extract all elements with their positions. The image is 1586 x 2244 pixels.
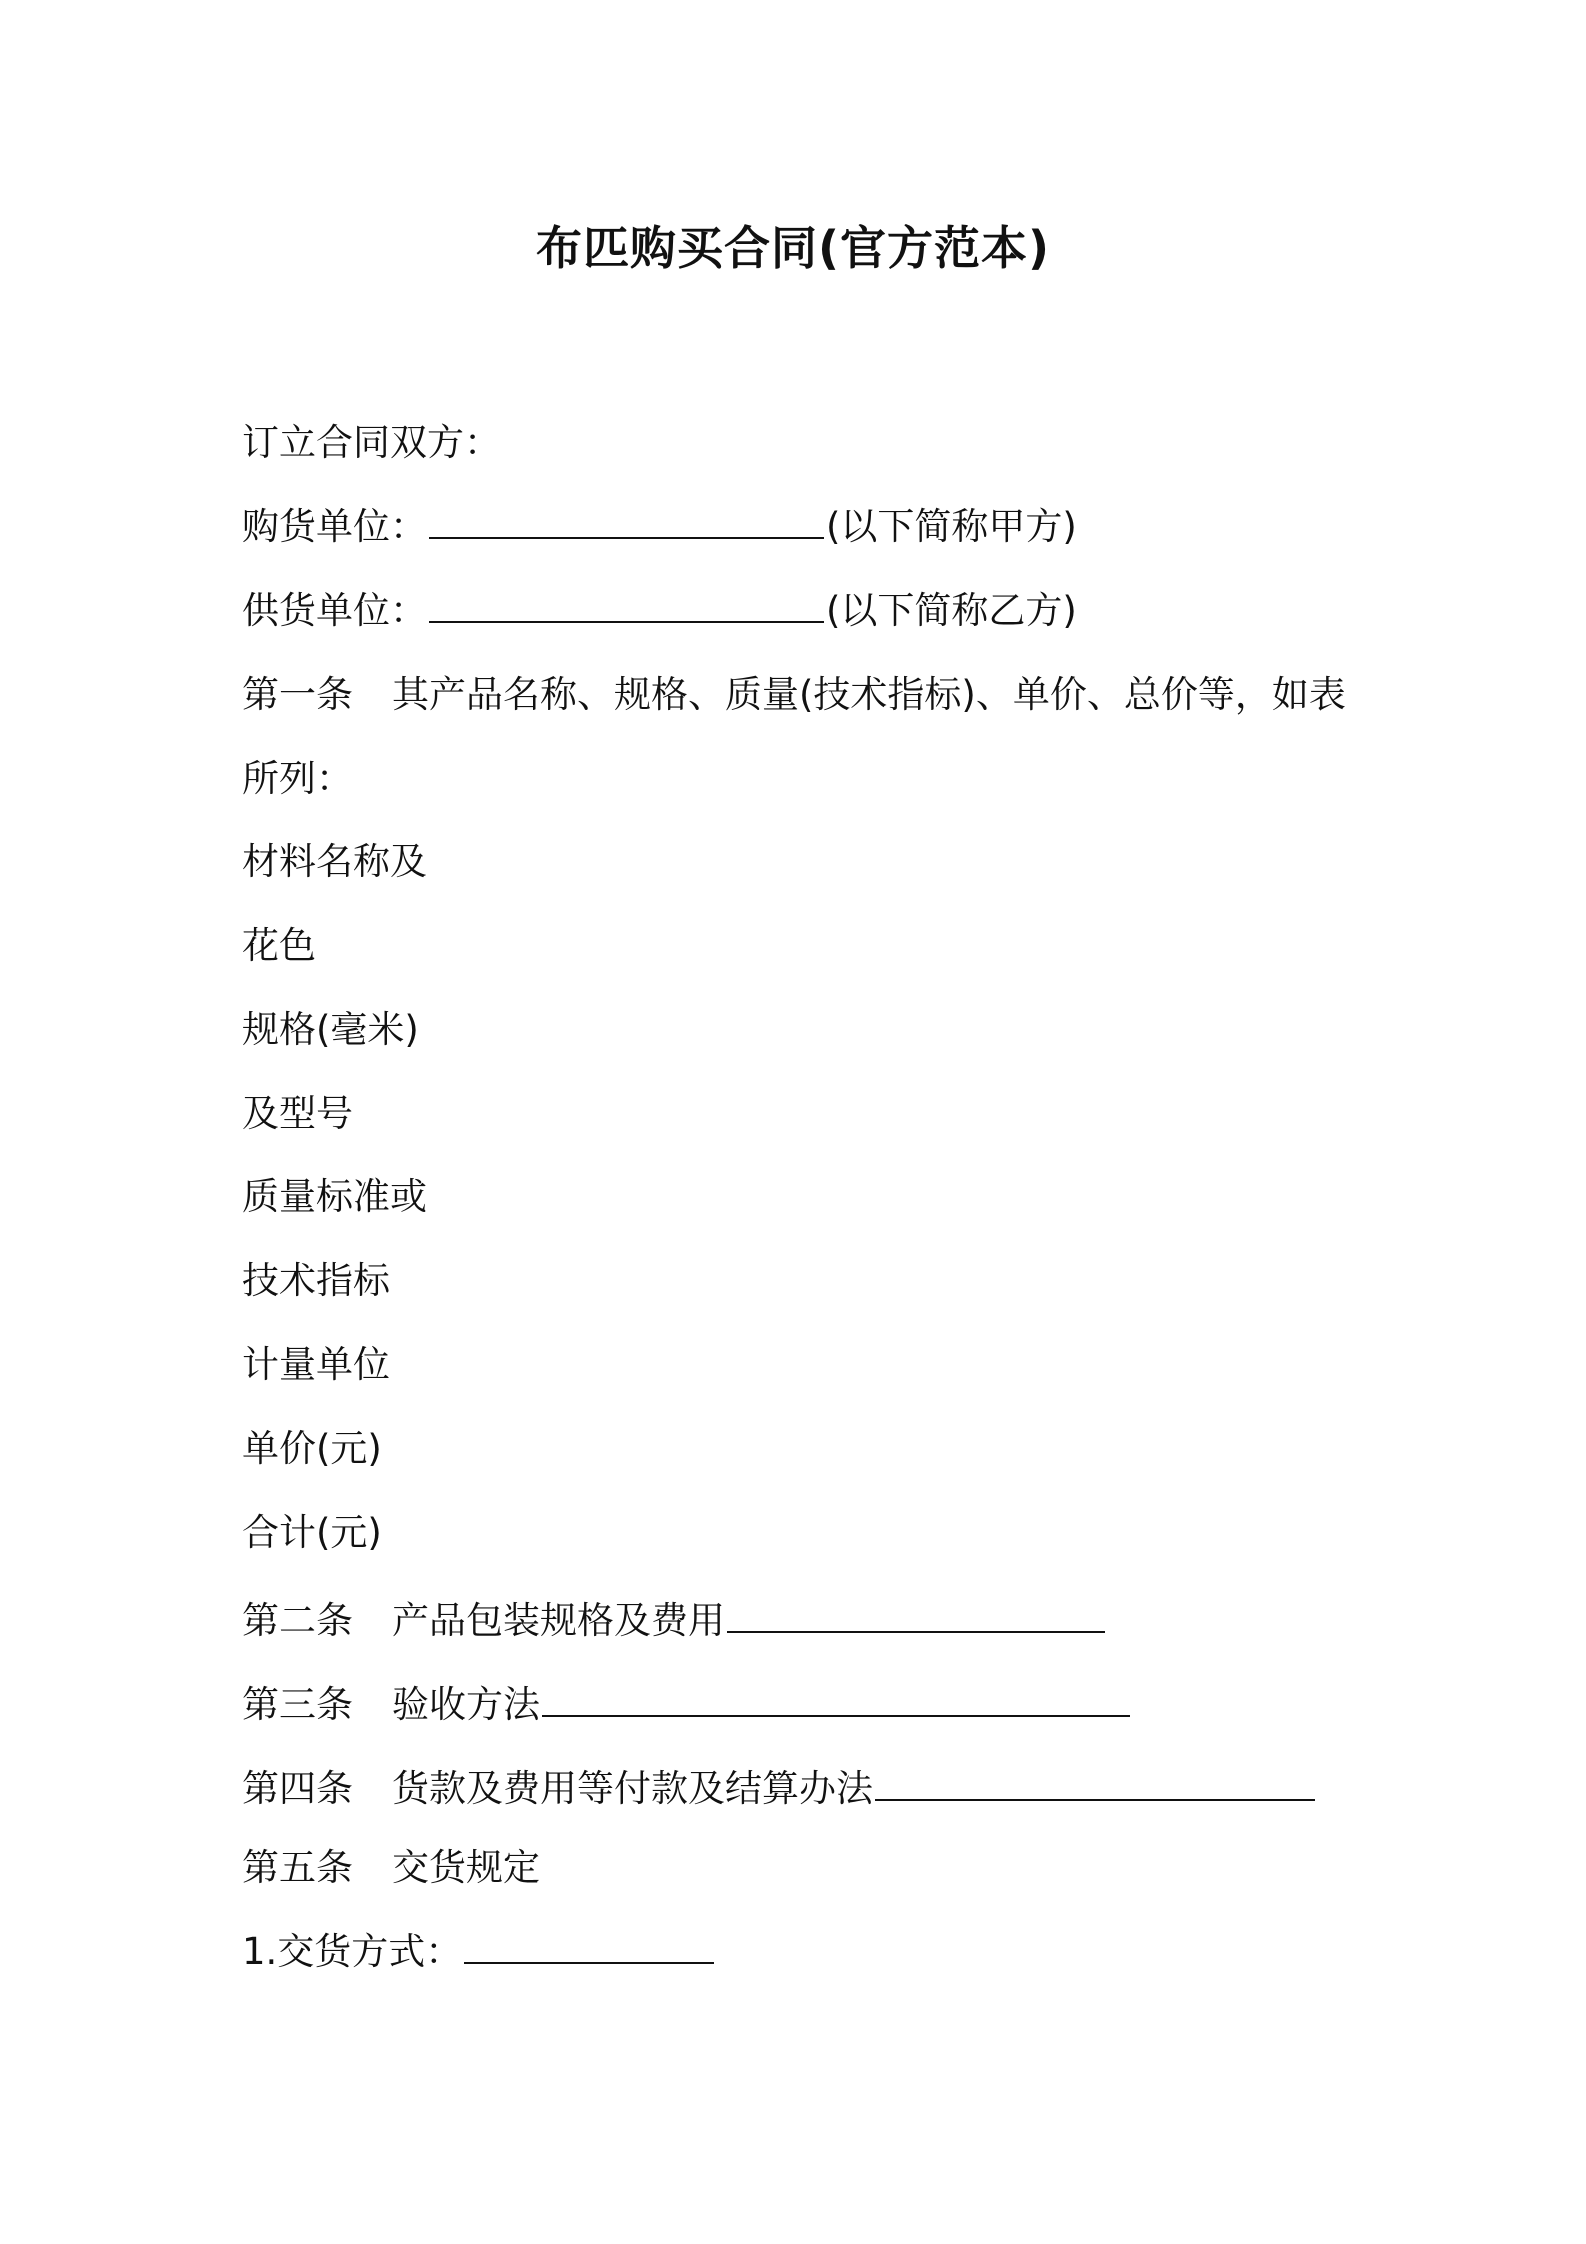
table-item-unit: 计量单位: [242, 1343, 390, 1386]
delivery-method-line: [242, 1921, 716, 1975]
article2-text: 产品包装规格及费用: [392, 1599, 725, 1642]
article2-fill-blank[interactable]: [727, 1605, 1105, 1633]
article4-fill-blank[interactable]: [875, 1773, 1315, 1801]
buyer-suffix: (以下简称甲方): [826, 505, 1077, 548]
article4-label: 第四条: [242, 1767, 353, 1810]
seller-label: 供货单位：: [242, 589, 427, 632]
article5-label: 第五条: [242, 1846, 353, 1889]
table-item-spec: 规格(毫米): [242, 1008, 419, 1051]
buyer-label: 购货单位：: [242, 505, 427, 548]
table-item-pattern: 花色: [242, 924, 316, 967]
article3-line: [242, 1674, 1132, 1728]
seller-fill-blank[interactable]: [429, 595, 824, 623]
article1-text: 其产品名称、规格、质量(技术指标)、单价、总价等，如表: [392, 673, 1346, 716]
article3-label: 第三条: [242, 1683, 353, 1726]
buyer-line: [242, 496, 1077, 550]
document-title: 布匹购买合同(官方范本): [535, 221, 1051, 275]
table-item-material-name: 材料名称及: [242, 840, 427, 883]
article4-text: 货款及费用等付款及结算办法: [392, 1767, 873, 1810]
article2-line: [242, 1590, 1107, 1644]
table-item-total: 合计(元): [242, 1511, 382, 1554]
seller-line: [242, 580, 1077, 634]
article4-line: [242, 1758, 1317, 1812]
article1-line: [242, 664, 1346, 718]
table-item-unit-price: 单价(元): [242, 1427, 382, 1470]
article1-continuation: 所列：: [242, 757, 353, 800]
article5-text: 交货规定: [392, 1846, 540, 1889]
seller-suffix: (以下简称乙方): [826, 589, 1077, 632]
delivery-method-label: 1.交货方式：: [242, 1930, 463, 1973]
delivery-method-fill-blank[interactable]: [464, 1936, 714, 1964]
table-item-tech-index: 技术指标: [242, 1259, 390, 1302]
buyer-fill-blank[interactable]: [429, 511, 824, 539]
article3-text: 验收方法: [392, 1683, 540, 1726]
article5-line: [242, 1837, 540, 1891]
article3-fill-blank[interactable]: [542, 1689, 1130, 1717]
table-item-model: 及型号: [242, 1092, 353, 1135]
parties-heading: 订立合同双方：: [242, 421, 501, 464]
article2-label: 第二条: [242, 1599, 353, 1642]
table-item-quality-standard: 质量标准或: [242, 1175, 427, 1218]
article1-label: 第一条: [242, 673, 353, 716]
